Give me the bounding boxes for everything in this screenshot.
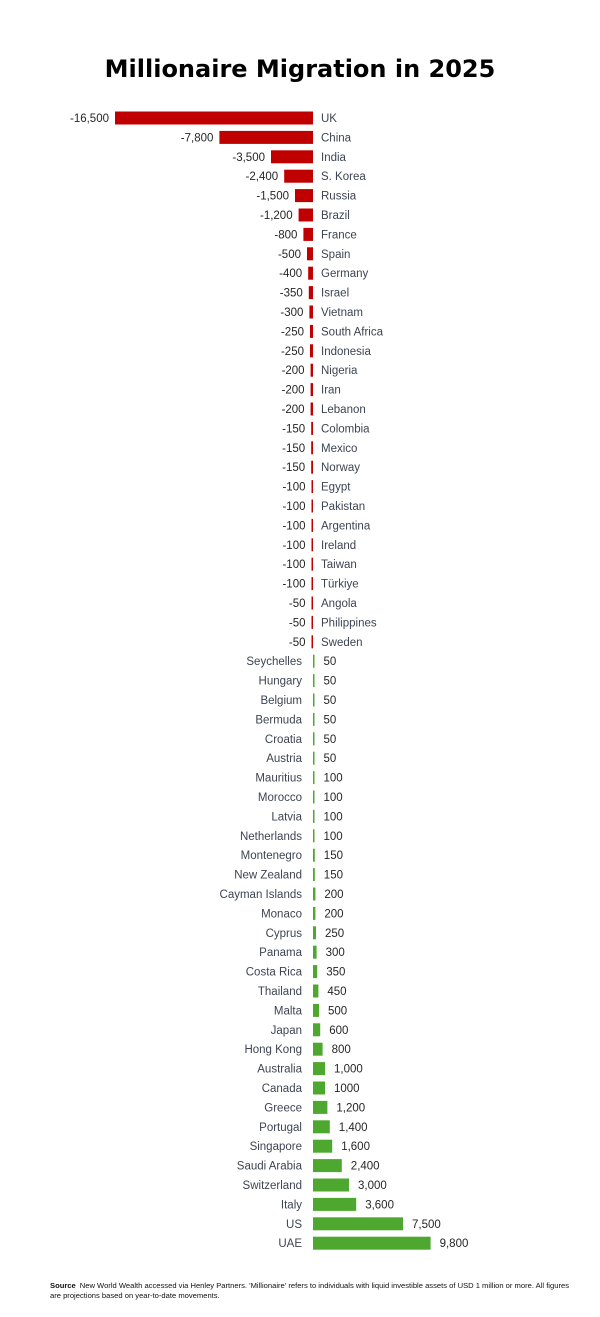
category-label: Hong Kong	[244, 1044, 302, 1057]
value-label: 100	[323, 830, 343, 843]
bar	[313, 849, 315, 862]
bar	[307, 247, 313, 260]
bar	[312, 635, 314, 648]
value-label: 450	[327, 986, 347, 998]
bar	[313, 1159, 342, 1172]
bar	[313, 732, 315, 745]
value-label: 100	[323, 792, 343, 804]
category-label: India	[321, 151, 346, 164]
value-label: -500	[277, 248, 301, 261]
value-label: -50	[288, 598, 306, 610]
category-label: Croatia	[264, 733, 302, 746]
bar	[311, 364, 313, 377]
value-label: 50	[323, 753, 337, 766]
category-label: Belgium	[260, 695, 302, 707]
category-label: Thailand	[257, 986, 302, 998]
bar	[312, 500, 314, 513]
bar	[313, 1179, 349, 1192]
category-label: Türkiye	[321, 578, 359, 591]
chart-title: Millionaire Migration in 2025	[104, 55, 496, 83]
bar	[310, 344, 313, 357]
bar	[313, 907, 315, 920]
category-label: Hungary	[258, 675, 302, 688]
value-label: -100	[282, 520, 306, 533]
category-label: Monaco	[261, 908, 302, 921]
category-label: Saudi Arabia	[236, 1160, 302, 1173]
category-label: Germany	[321, 268, 369, 281]
category-label: Montenegro	[240, 850, 302, 863]
category-label: South Africa	[321, 326, 384, 339]
bar	[313, 713, 315, 726]
category-label: Austria	[266, 753, 302, 766]
value-label: -100	[282, 539, 306, 552]
value-label: 150	[323, 869, 343, 882]
category-label: UAE	[278, 1238, 302, 1251]
bar	[313, 985, 318, 998]
value-label: 50	[323, 695, 337, 707]
value-label: 7,500	[412, 1218, 441, 1231]
category-label: Singapore	[249, 1141, 302, 1154]
category-label: Italy	[280, 1199, 302, 1212]
bar	[303, 228, 313, 241]
category-label: Panama	[259, 947, 302, 960]
value-label: -100	[282, 559, 306, 572]
bar	[313, 1120, 330, 1133]
value-label: 250	[325, 927, 345, 940]
value-label: -3,500	[232, 151, 265, 164]
bar	[115, 112, 313, 125]
value-label: 50	[323, 675, 337, 688]
category-label: Australia	[257, 1063, 302, 1076]
category-label: Cyprus	[265, 927, 302, 940]
value-label: 500	[328, 1005, 348, 1018]
bar	[311, 441, 313, 454]
bar	[313, 829, 315, 842]
value-label: 100	[323, 772, 343, 785]
bar	[313, 1082, 325, 1095]
value-label: 100	[323, 811, 343, 824]
value-label: -350	[279, 287, 303, 300]
category-label: Norway	[321, 462, 360, 475]
bar	[313, 1237, 431, 1250]
category-label: UK	[321, 113, 337, 125]
value-label: -50	[288, 636, 306, 649]
value-label: 2,400	[350, 1160, 380, 1173]
bar	[313, 752, 315, 765]
bar	[311, 461, 313, 474]
bar	[313, 965, 317, 978]
value-label: 1,400	[338, 1121, 368, 1134]
category-label: Nigeria	[321, 365, 358, 378]
category-label: Vietnam	[321, 307, 363, 319]
bar	[313, 1217, 403, 1230]
bar	[313, 655, 315, 668]
value-label: -250	[280, 345, 304, 358]
value-label: -200	[281, 404, 305, 416]
value-label: 9,800	[439, 1238, 469, 1251]
category-label: China	[321, 132, 352, 145]
category-label: Portugal	[259, 1121, 302, 1134]
source-label: Source	[50, 1281, 76, 1290]
value-label: -2,400	[245, 171, 279, 184]
bar	[295, 189, 313, 202]
value-label: -100	[282, 578, 306, 591]
bar	[219, 131, 313, 144]
bar	[313, 946, 317, 959]
category-label: Netherlands	[239, 830, 302, 843]
value-label: -300	[280, 307, 304, 319]
category-label: Iran	[321, 384, 341, 397]
category-label: Israel	[321, 287, 350, 300]
bar	[312, 597, 314, 610]
category-label: Greece	[264, 1102, 302, 1115]
value-label: 50	[323, 733, 337, 746]
category-label: Seychelles	[246, 656, 302, 669]
category-label: Cayman Islands	[219, 889, 302, 901]
category-label: Morocco	[257, 792, 302, 804]
value-label: 300	[325, 947, 345, 960]
bar	[313, 1023, 320, 1036]
value-label: -150	[282, 423, 306, 436]
bar	[310, 325, 313, 338]
category-label: Costa Rica	[245, 966, 302, 979]
value-label: 350	[326, 966, 346, 979]
value-label: 1000	[334, 1083, 360, 1095]
bar	[312, 538, 314, 551]
value-label: -200	[281, 384, 305, 397]
bar	[313, 1062, 325, 1075]
value-label: 150	[323, 850, 343, 863]
value-label: 50	[323, 656, 337, 669]
value-label: -100	[282, 501, 306, 513]
value-label: -1,200	[259, 210, 293, 222]
value-label: -1,500	[256, 190, 289, 203]
bar	[271, 150, 313, 163]
category-label: S. Korea	[321, 171, 366, 184]
value-label: -250	[280, 326, 304, 339]
bar	[309, 286, 313, 299]
category-label: Lebanon	[321, 404, 366, 416]
value-label: 200	[324, 889, 344, 901]
bar	[313, 1004, 319, 1017]
value-label: -7,800	[180, 132, 214, 145]
category-label: Indonesia	[321, 345, 371, 358]
value-label: 800	[331, 1044, 351, 1057]
bar	[312, 577, 314, 590]
value-label: 1,200	[336, 1102, 366, 1115]
bar	[312, 616, 314, 629]
bar	[313, 674, 315, 687]
bar	[312, 519, 314, 532]
value-label: 50	[323, 714, 337, 727]
bar	[311, 422, 313, 435]
value-label: 600	[329, 1024, 349, 1037]
category-label: Argentina	[321, 520, 371, 533]
category-label: Philippines	[321, 617, 377, 630]
value-label: -200	[281, 365, 305, 378]
category-label: Russia	[321, 190, 357, 203]
value-label: -16,500	[69, 113, 109, 125]
bar	[313, 1198, 356, 1211]
source-text: New World Wealth accessed via Henley Partners. 'Millionaire' refers to individuals with liquid investible assets of USD 1 million or more. All figures are projections based on year-to-date movements.	[50, 1281, 569, 1300]
category-label: Sweden	[321, 636, 363, 649]
category-label: US	[286, 1218, 302, 1231]
bar	[313, 868, 315, 881]
category-label: Bermuda	[255, 714, 302, 727]
category-label: Taiwan	[321, 559, 357, 572]
value-label: 3,000	[358, 1180, 387, 1192]
value-label: -400	[279, 268, 303, 281]
bar	[312, 558, 314, 571]
bar	[312, 480, 314, 493]
value-label: 1,600	[341, 1141, 370, 1154]
bar	[313, 810, 315, 823]
value-label: -50	[288, 617, 306, 630]
category-label: Colombia	[321, 423, 370, 436]
category-label: Egypt	[321, 481, 351, 494]
value-label: -100	[282, 481, 306, 494]
category-label: Japan	[270, 1024, 302, 1037]
value-label: -800	[274, 229, 298, 242]
bar	[313, 1140, 332, 1153]
bar	[313, 791, 315, 804]
category-label: Mexico	[321, 442, 358, 455]
bar	[313, 1043, 323, 1056]
category-label: Latvia	[271, 811, 302, 824]
category-label: France	[321, 229, 357, 242]
category-label: Pakistan	[321, 501, 366, 513]
value-label: 1,000	[334, 1063, 363, 1076]
bar	[313, 926, 316, 939]
bar	[299, 209, 313, 222]
bar	[284, 170, 313, 183]
category-label: Angola	[321, 598, 357, 610]
bar	[308, 267, 313, 280]
value-label: -150	[282, 442, 306, 455]
bar	[313, 888, 315, 901]
category-label: Canada	[261, 1083, 302, 1095]
category-label: Mauritius	[255, 772, 302, 785]
value-label: 3,600	[365, 1199, 394, 1212]
bar	[313, 694, 315, 707]
value-label: 200	[324, 908, 344, 921]
bar	[309, 306, 313, 319]
category-label: Switzerland	[242, 1180, 302, 1192]
category-label: Brazil	[321, 210, 350, 222]
category-label: Spain	[321, 248, 351, 261]
category-label: Ireland	[321, 539, 357, 552]
category-label: New Zealand	[234, 869, 302, 882]
bar	[313, 1101, 327, 1114]
bar	[311, 383, 313, 396]
bar	[313, 771, 315, 784]
category-label: Malta	[273, 1005, 302, 1018]
source-note	[50, 1281, 570, 1301]
bar	[311, 403, 313, 416]
value-label: -150	[282, 462, 306, 475]
